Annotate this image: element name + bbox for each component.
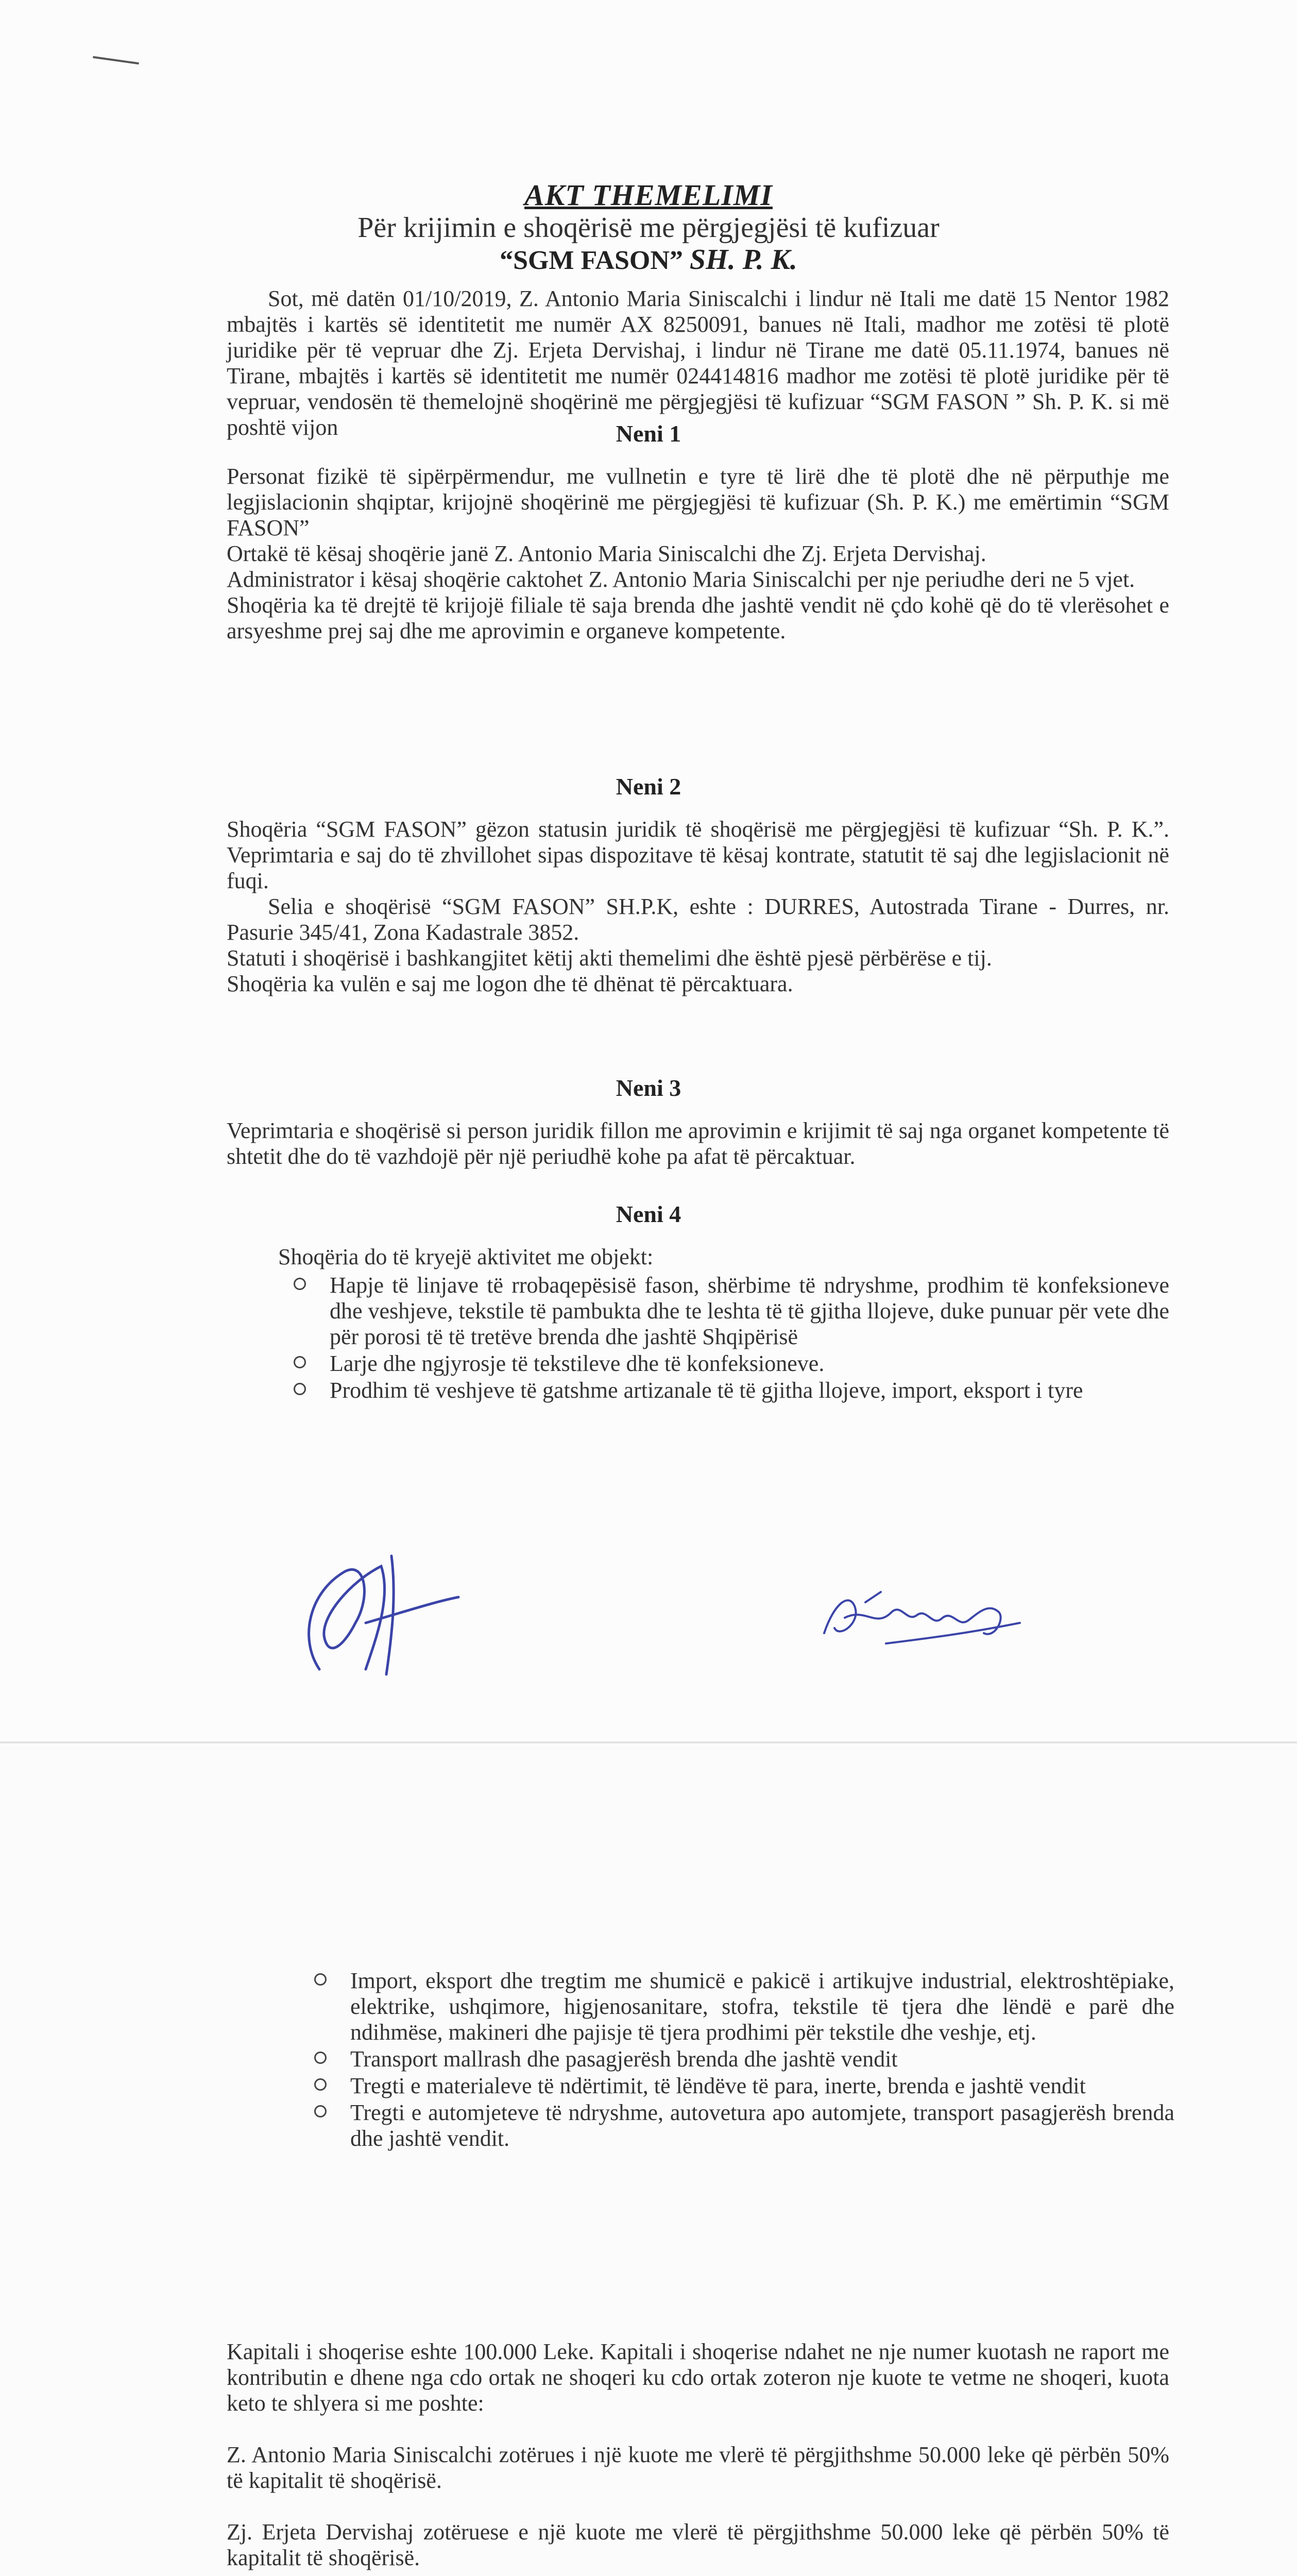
bullet-circle-icon: [294, 1383, 306, 1395]
list-item: Larje dhe ngjyrosje të tekstileve dhe të konfeksioneve.: [330, 1351, 1169, 1377]
neni-5-paragraph: Z. Antonio Maria Siniscalchi zotërues i një kuote me vlerë të përgjithshme 50.000 leke që përbën 50% të kapitalit të shoqërisë.: [227, 2442, 1169, 2493]
bullet-circle-icon: [314, 2078, 327, 2091]
neni-2-paragraph: Statuti i shoqërisë i bashkangjitet këtij akti themelimi dhe është pjesë përbërëse e tij.: [227, 945, 992, 971]
neni-4-paragraph: Shoqëria do të kryejë aktivitet me objekt:: [278, 1244, 654, 1269]
bullet-circle-icon: [314, 1973, 327, 1986]
company-name-text: “SGM FASON”: [500, 246, 683, 275]
heading-neni-1: Neni 1: [616, 420, 681, 447]
heading-neni-3: Neni 3: [616, 1075, 681, 1101]
company-name: [0, 243, 1297, 276]
document-page-2: [0, 1741, 1297, 2576]
neni-3-body: [227, 1118, 1169, 1170]
document-title: AKT THEMELIMI: [524, 178, 773, 212]
signature-antonio-page1: [288, 1535, 474, 1690]
document-subtitle: Për krijimin e shoqërisë me përgjegjësi të kufizuar: [357, 212, 940, 244]
bullet-circle-icon: [294, 1278, 306, 1290]
neni-2-paragraph: Shoqëria ka vulën e saj me logon dhe të dhënat të përcaktuara.: [227, 971, 793, 996]
bullet-circle-icon: [314, 2052, 327, 2064]
neni-1-body: [227, 464, 1169, 644]
list-item: Tregti e automjeteve të ndryshme, autovetura apo automjete, transport pasagjerësh brenda dhe jashtë vendit.: [350, 2100, 1174, 2151]
neni-3-paragraph: Veprimtaria e shoqërisë si person juridik fillon me aprovimin e krijimit të saj nga organet kompetente të shtetit dhe do të vazhdojë për një periudhë kohe pa afat të përcaktuar.: [227, 1118, 1169, 1169]
list-item: Prodhim të veshjeve të gatshme artizanale të të gjitha llojeve, import, eksport i tyre: [330, 1378, 1169, 1403]
neni-5-body: [227, 2339, 1169, 2576]
neni-2-body: [227, 817, 1169, 997]
neni-2-paragraph: Selia e shoqërisë “SGM FASON” SH.P.K, eshte : DURRES, Autostrada Tirane - Durres, nr. Pasurie 345/41, Zona Kadastrale 3852.: [227, 894, 1169, 945]
scan-mark: [93, 56, 139, 64]
heading-neni-2: Neni 2: [616, 773, 681, 800]
neni-5-paragraph: Kapitali i shoqerise eshte 100.000 Leke. Kapitali i shoqerise ndahet ne nje numer kuotash ne raport me kontributin e dhene nga cdo ortak ne shoqeri ku cdo ortak zoteron nje kuote te vetme ne shoqeri, kuota keto te shlyera si me poshte:: [227, 2339, 1169, 2416]
neni-2-paragraph: Shoqëria “SGM FASON” gëzon statusin juridik të shoqërisë me përgjegjësi të kufizuar “Sh. P. K.”. Veprimtaria e saj do të zhvillohet sipas dispozitave të kësaj kontrate, statutit të saj dhe legjislacionit në fuqi.: [227, 817, 1169, 893]
company-suffix: SH. P. K.: [689, 244, 797, 276]
neni-1-paragraph: Shoqëria ka të drejtë të krijojë filiale të saja brenda dhe jashtë vendit në çdo kohë që do të vlerësohet e arsyeshme prej saj dhe me aprovimin e organeve kompetente.: [227, 592, 1169, 643]
neni-1-paragraph: Personat fizikë të sipërpërmendur, me vullnetin e tyre të lirë dhe të plotë dhe në përputhje me legjislacionin shqiptar, krijojnë shoqërinë me përgjegjësi të kufizuar (Sh. P. K.) me emërtimin “SGM FASON”: [227, 464, 1169, 540]
heading-neni-4: Neni 4: [616, 1201, 681, 1227]
neni-4-bullets-page2: [350, 1968, 1174, 2153]
neni-1-paragraph: Ortakë të kësaj shoqërie janë Z. Antonio Maria Siniscalchi dhe Zj. Erjeta Dervishaj.: [227, 541, 986, 566]
neni-5-paragraph: Zj. Erjeta Dervishaj zotëruese e një kuote me vlerë të përgjithshme 50.000 leke që përbën 50% të kapitalit të shoqërisë.: [227, 2519, 1169, 2570]
intro-text: Sot, më datën 01/10/2019, Z. Antonio Maria Siniscalchi i lindur në Itali me datë 15 Nentor 1982 mbajtës i kartës së identitetit me numër AX 8250091, banues në Itali, madhor me zotësi të plotë juridike për të vepruar dhe Zj. Erjeta Dervishaj, i lindur në Tirane me datë 05.11.1974, banues në Tirane, mbajtës i kartës së identitetit me numër 024414816 madhor me zotësi të plotë juridike për të vepruar, vendosën të themelojnë shoqërinë me përgjegjësi të kufizuar “SGM FASON ” Sh. P. K. si më poshtë vijon: [227, 286, 1169, 440]
neni-4-bullets-page1: [330, 1273, 1169, 1404]
bullet-circle-icon: [294, 1356, 306, 1368]
neni-4-intro: [278, 1244, 1169, 1270]
list-item: Hapje të linjave të rrobaqepësisë fason, shërbime të ndryshme, prodhim të konfeksioneve dhe veshjeve, tekstile të pambukta dhe te leshta të të gjitha llojeve, duke punuar për vete dhe për porosi të të tretëve brenda dhe jashtë Shqipërisë: [330, 1273, 1169, 1350]
signature-erjeta-page1: [814, 1571, 1030, 1664]
page-divider: [0, 1741, 1297, 1743]
intro-paragraph: [227, 286, 1169, 440]
neni-1-paragraph: Administrator i kësaj shoqërie caktohet Z. Antonio Maria Siniscalchi per nje periudhe deri ne 5 vjet.: [227, 567, 1135, 592]
list-item: Tregti e materialeve të ndërtimit, të lëndëve të para, inerte, brenda e jashtë vendit: [350, 2073, 1174, 2099]
bullet-circle-icon: [314, 2105, 327, 2117]
list-item: Import, eksport dhe tregtim me shumicë e pakicë i artikujve industrial, elektroshtëpiake, elektrike, ushqimore, higjenosanitare, stofra, tekstile të tjera dhe lëndë e parë dhe ndihmëse, makineri dhe pajisje të tjera prodhimi për tekstile dhe veshje, etj.: [350, 1968, 1174, 2045]
list-item: Transport mallrash dhe pasagjerësh brenda dhe jashtë vendit: [350, 2046, 1174, 2072]
